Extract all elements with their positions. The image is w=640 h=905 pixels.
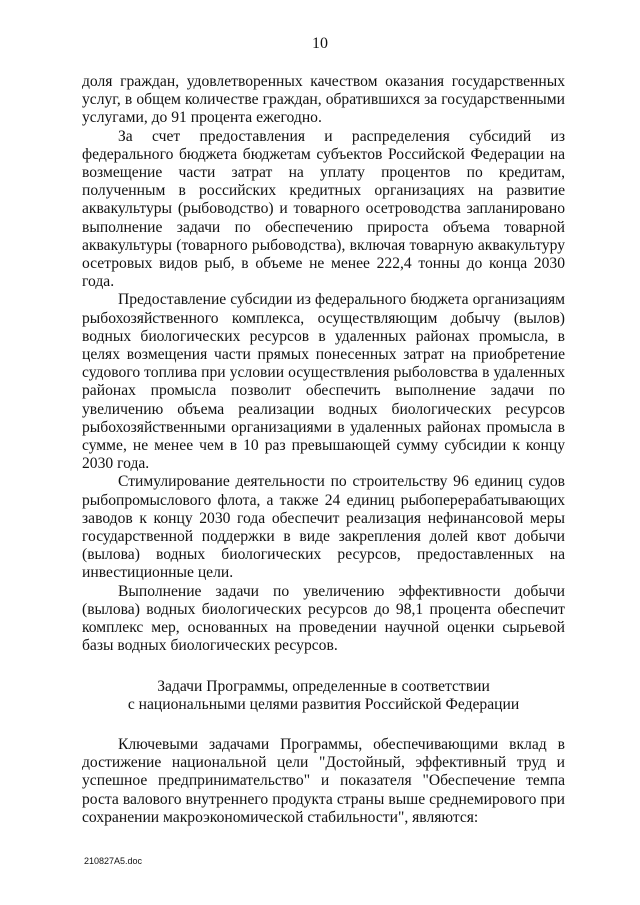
page-number: 10 (312, 35, 328, 52)
section-heading-line-1: Задачи Программы, определенные в соответствии (157, 677, 490, 695)
paragraph-key-tasks: Ключевыми задачами Программы, обеспечивающими вклад в достижение национальной цели "Достойный, эффективный труд и успешное предпринимательство" и показателя "Обеспечение темпа роста валового внутреннего продукта страны выше среднемирового при сохранении макроэкономической стабильности", являются: (82, 735, 565, 826)
document-body (82, 73, 565, 827)
paragraph-catch-efficiency: Выполнение задачи по увеличению эффективности добычи (вылова) водных биологических ресурсов до 98,1 процента обеспечит комплекс мер, основанных на проведении научной оценки сырьевой базы водных биологических ресурсов. (82, 582, 565, 655)
section-heading (82, 678, 565, 714)
paragraph-fuel-subsidy: Предоставление субсидии из федерального бюджета организациям рыбохозяйственного комплекса, осуществляющим добычу (вылов) водных биологических ресурсов в удаленных районах промысла, в целях возмещения части прямых понесенных затрат на приобретение судового топлива при условии осуществления рыболовства в удаленных районах промысла позволит обеспечить выполнение задачи по увеличению объема реализации водных биологических ресурсов рыбохозяйственными организациями в удаленных районах промысла в сумме, не менее чем в 10 раз превышающей сумму субсидии к концу 2030 года. (82, 291, 565, 473)
paragraph-continuation: доля граждан, удовлетворенных качеством оказания государственных услуг, в общем количестве граждан, обратившихся за государственными услугами, до 91 процента ежегодно. (82, 73, 565, 127)
footer-filename: 210827A5.doc (84, 856, 143, 866)
section-heading-line-2: с национальными целями развития Российской Федерации (127, 695, 520, 713)
paragraph-aquaculture-subsidy: За счет предоставления и распределения субсидий из федерального бюджета бюджетам субъектов Российской Федерации на возмещение части затрат на уплату процентов по кредитам, полученным в российских кредитных организациях на развитие аквакультуры (рыбоводство) и товарного осетроводства запланировано выполнение задачи по обеспечению прироста объема товарной аквакультуры (товарного рыбоводства), включая товарную аквакультуру осетровых видов рыб, в объеме не менее 222,4 тонны до конца 2030 года. (82, 127, 565, 291)
paragraph-fleet-construction: Стимулирование деятельности по строительству 96 единиц судов рыбопромыслового флота, а также 24 единиц рыбоперерабатывающих заводов к концу 2030 года обеспечит реализация нефинансовой меры государственной поддержки в виде закрепления долей квот добычи (вылова) водных биологических ресурсов, предоставленных на инвестиционные цели. (82, 473, 565, 582)
